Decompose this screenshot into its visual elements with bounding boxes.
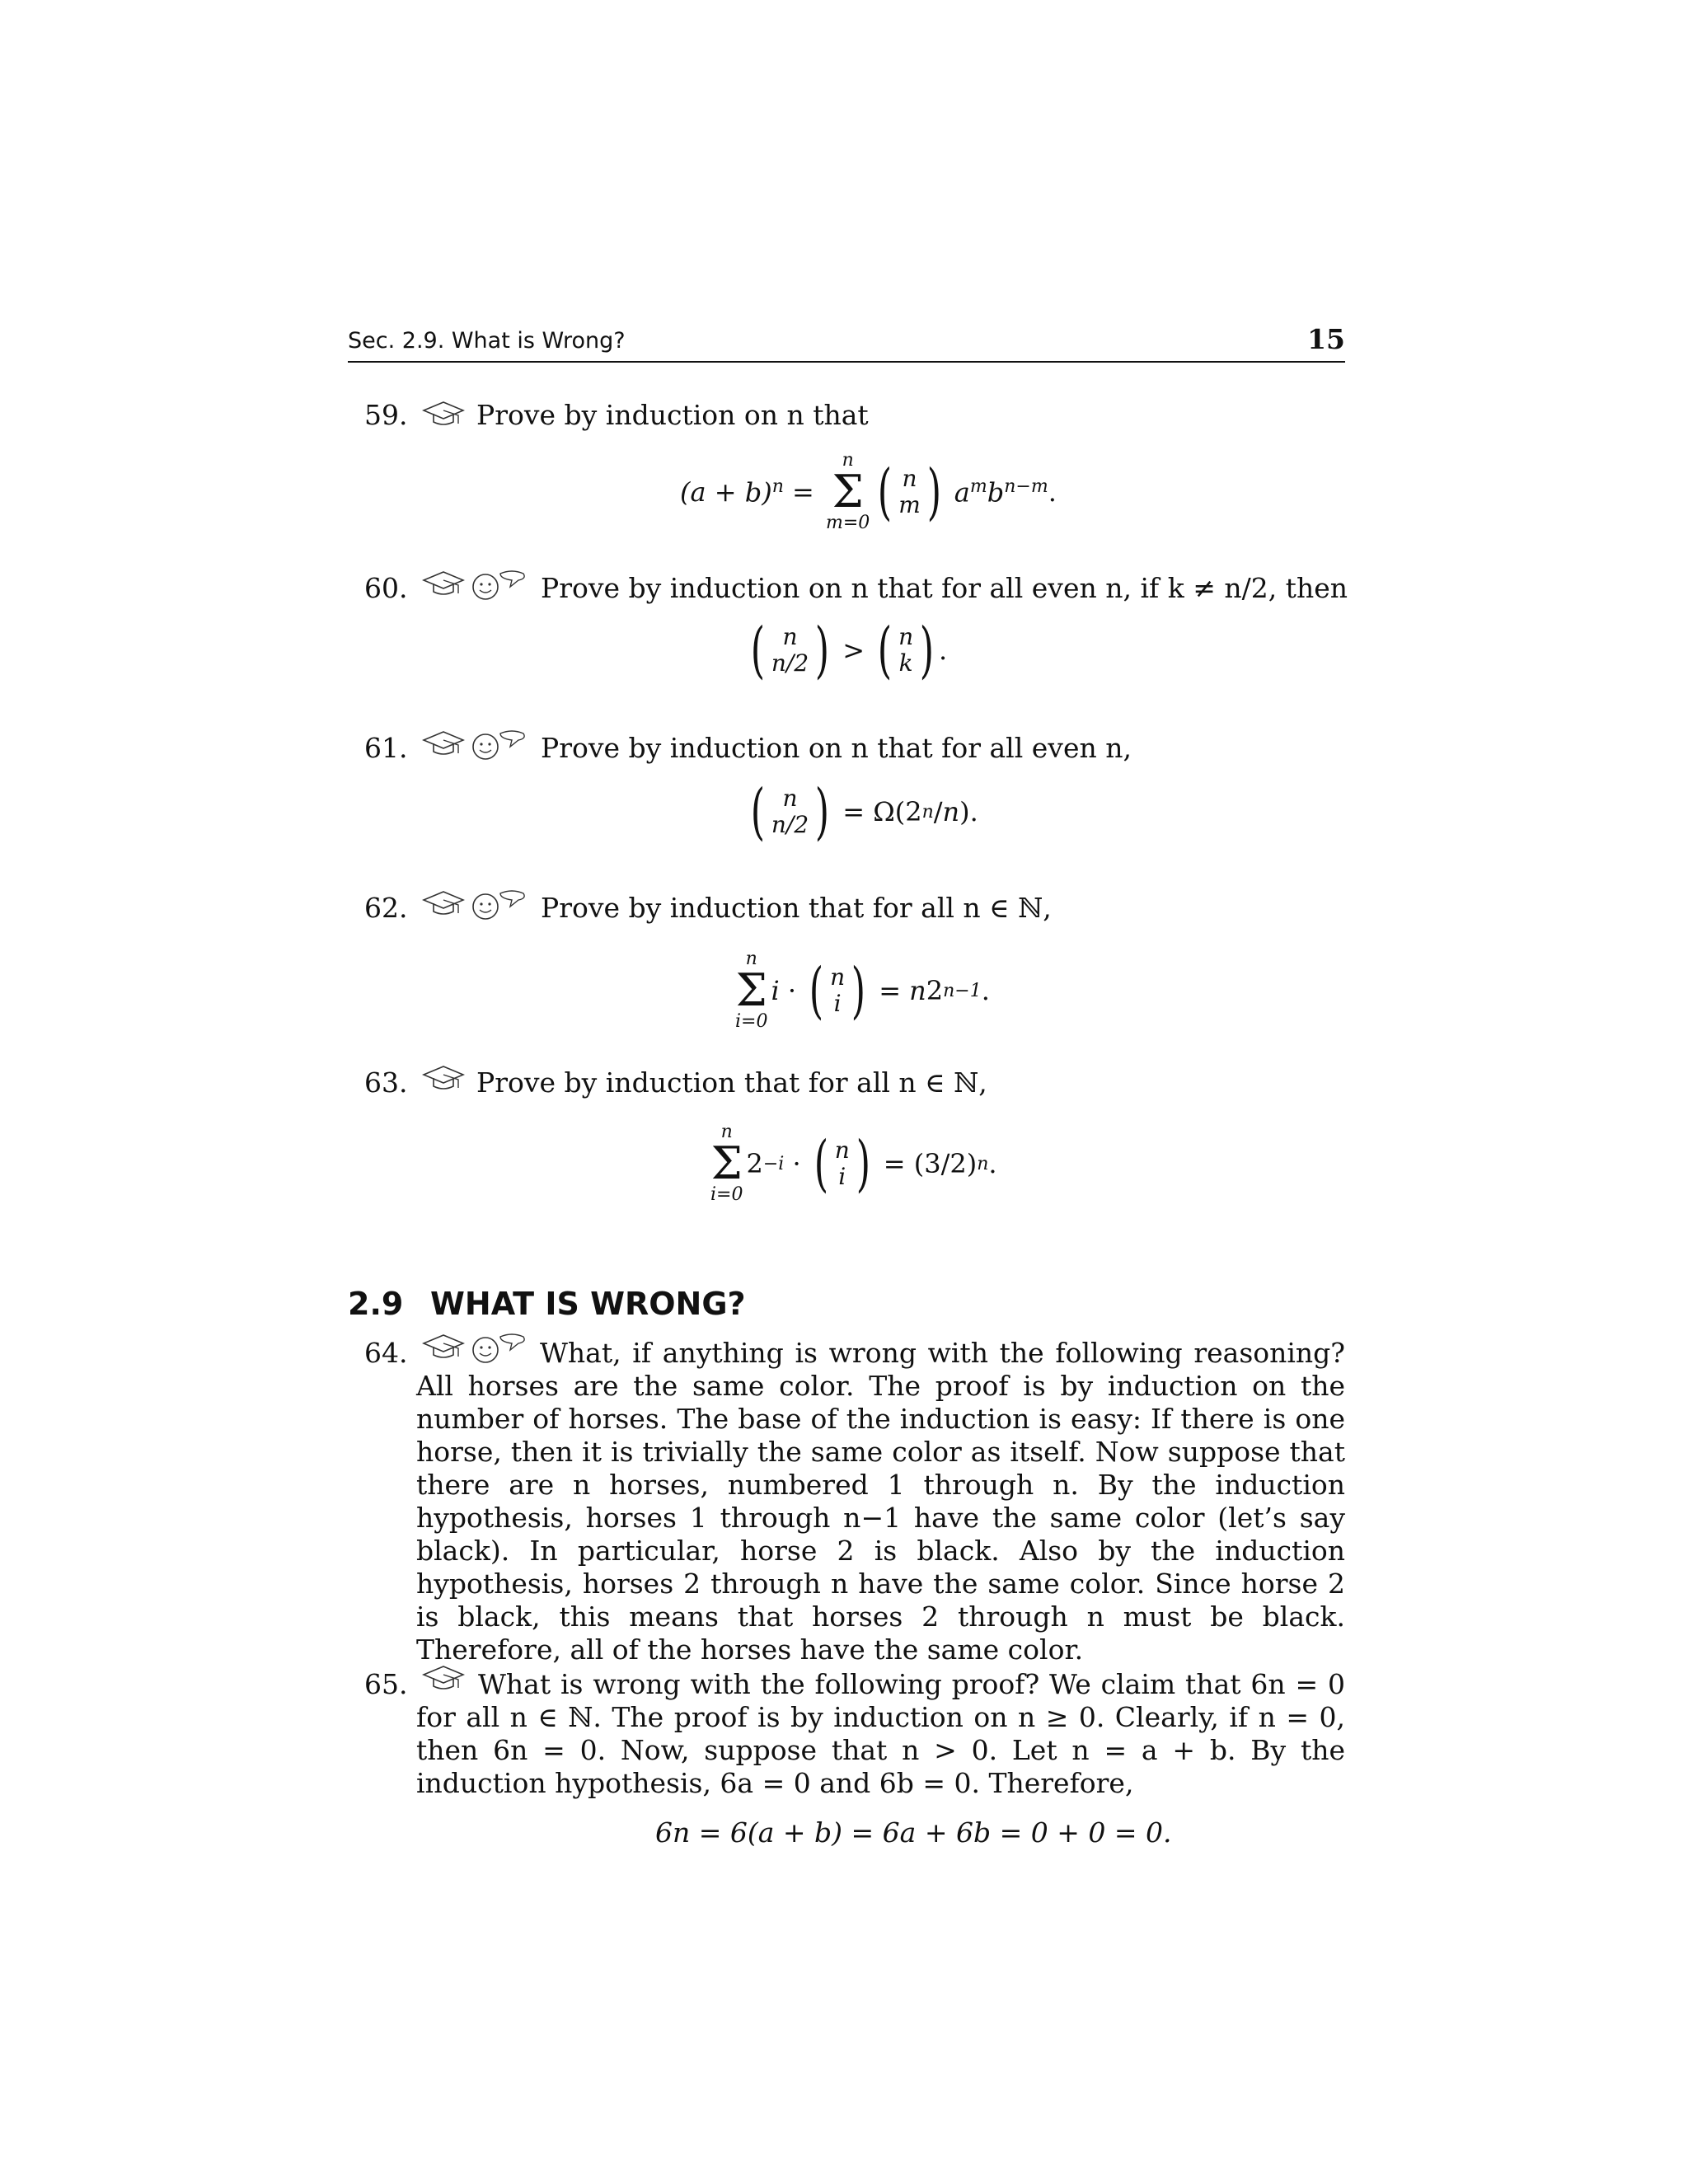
- exercise-number-63: 63.: [364, 1066, 408, 1099]
- exercise-icons-62: [422, 888, 528, 921]
- exercise-icons-63: [422, 1063, 465, 1096]
- equation-61: ( n n/2 ) = Ω(2 n / n ).: [750, 776, 978, 847]
- equation-59: (a + b)$^n$ = n Σ m=0 ( n m ) $a^mb^{n-m}$ .: [680, 450, 1057, 533]
- exercise-number-60: 60.: [364, 572, 408, 604]
- running-header: [348, 323, 1345, 364]
- exercise-number-61: 61.: [364, 732, 408, 764]
- exercise-text-61: Prove by induction on n that for all even n,: [541, 732, 1132, 764]
- exercise-text-59: Prove by induction on n that: [476, 399, 869, 431]
- mortarboard-icon: [422, 399, 465, 427]
- exercise-text-65: What is wrong with the following proof? We claim that 6n = 0 for all n ∈ ℕ. The proof is by induction on n ≥ 0. Clearly, if n = 0, then 6n = 0. Now, suppose that n > 0. Let n = a + b. By the induction hypothesis, 6a = 0 and 6b = 0. Therefore,: [416, 1668, 1345, 1799]
- exercise-icons-60: [422, 569, 528, 602]
- exercise-text-62: Prove by induction that for all n ∈ ℕ,: [541, 892, 1052, 924]
- exercise-text-64: What, if anything is wrong with the following reasoning? All horses are the same color. The proof is by induction on the number of horses. The base of the induction is easy: If there is one horse, then it is trivially the same color as itself. Now suppose that there are n horses, numbered 1 through n. By the induction hypothesis, horses 1 through n−1 have the same color (let’s say black). In particular, horse 2 is black. Also by the induction hypothesis, horses 2 through n have the same color. Since horse 2 is black, this means that horses 2 through n must be black. Therefore, all of the horses have the same color.: [416, 1337, 1345, 1666]
- page-number: 15: [1307, 323, 1345, 355]
- header-rule: [348, 361, 1345, 363]
- equation-60: ( n n/2 ) > ( n k ) .: [750, 615, 948, 686]
- exercise-number-65: 65.: [364, 1668, 408, 1700]
- mortarboard-icon: [422, 569, 465, 597]
- exercise-number-62: 62.: [364, 892, 408, 924]
- section-title: WHAT IS WRONG?: [430, 1286, 746, 1322]
- mortarboard-icon: [422, 1063, 465, 1091]
- mortarboard-icon: [422, 888, 465, 916]
- exercise-text-63: Prove by induction that for all n ∈ ℕ,: [476, 1066, 987, 1099]
- section-heading: [348, 1286, 746, 1322]
- exercise-number-64: 64.: [364, 1337, 408, 1369]
- exercise-icons-61: [422, 729, 528, 762]
- smiley-hint-icon: [469, 888, 528, 921]
- exercise-number-59: 59.: [364, 399, 408, 431]
- equation-62: n Σ i=0 i · ( n i ) = n 2 n−1 .: [735, 949, 990, 1032]
- exercise-icons-59: [422, 399, 465, 432]
- running-header-title: Sec. 2.9. What is Wrong?: [348, 328, 626, 354]
- section-number: 2.9: [348, 1286, 404, 1322]
- smiley-hint-icon: [469, 729, 528, 762]
- equation-63: n Σ i=0 2 −i · ( n i ) = (3/2) n .: [710, 1122, 997, 1205]
- equation-65: 6n = 6(a + b) = 6a + 6b = 0 + 0 = 0.: [655, 1816, 1172, 1849]
- mortarboard-icon: [422, 729, 465, 757]
- exercise-text-60: Prove by induction on n that for all even n, if k ≠ n/2, then: [541, 572, 1348, 604]
- smiley-hint-icon: [469, 569, 528, 602]
